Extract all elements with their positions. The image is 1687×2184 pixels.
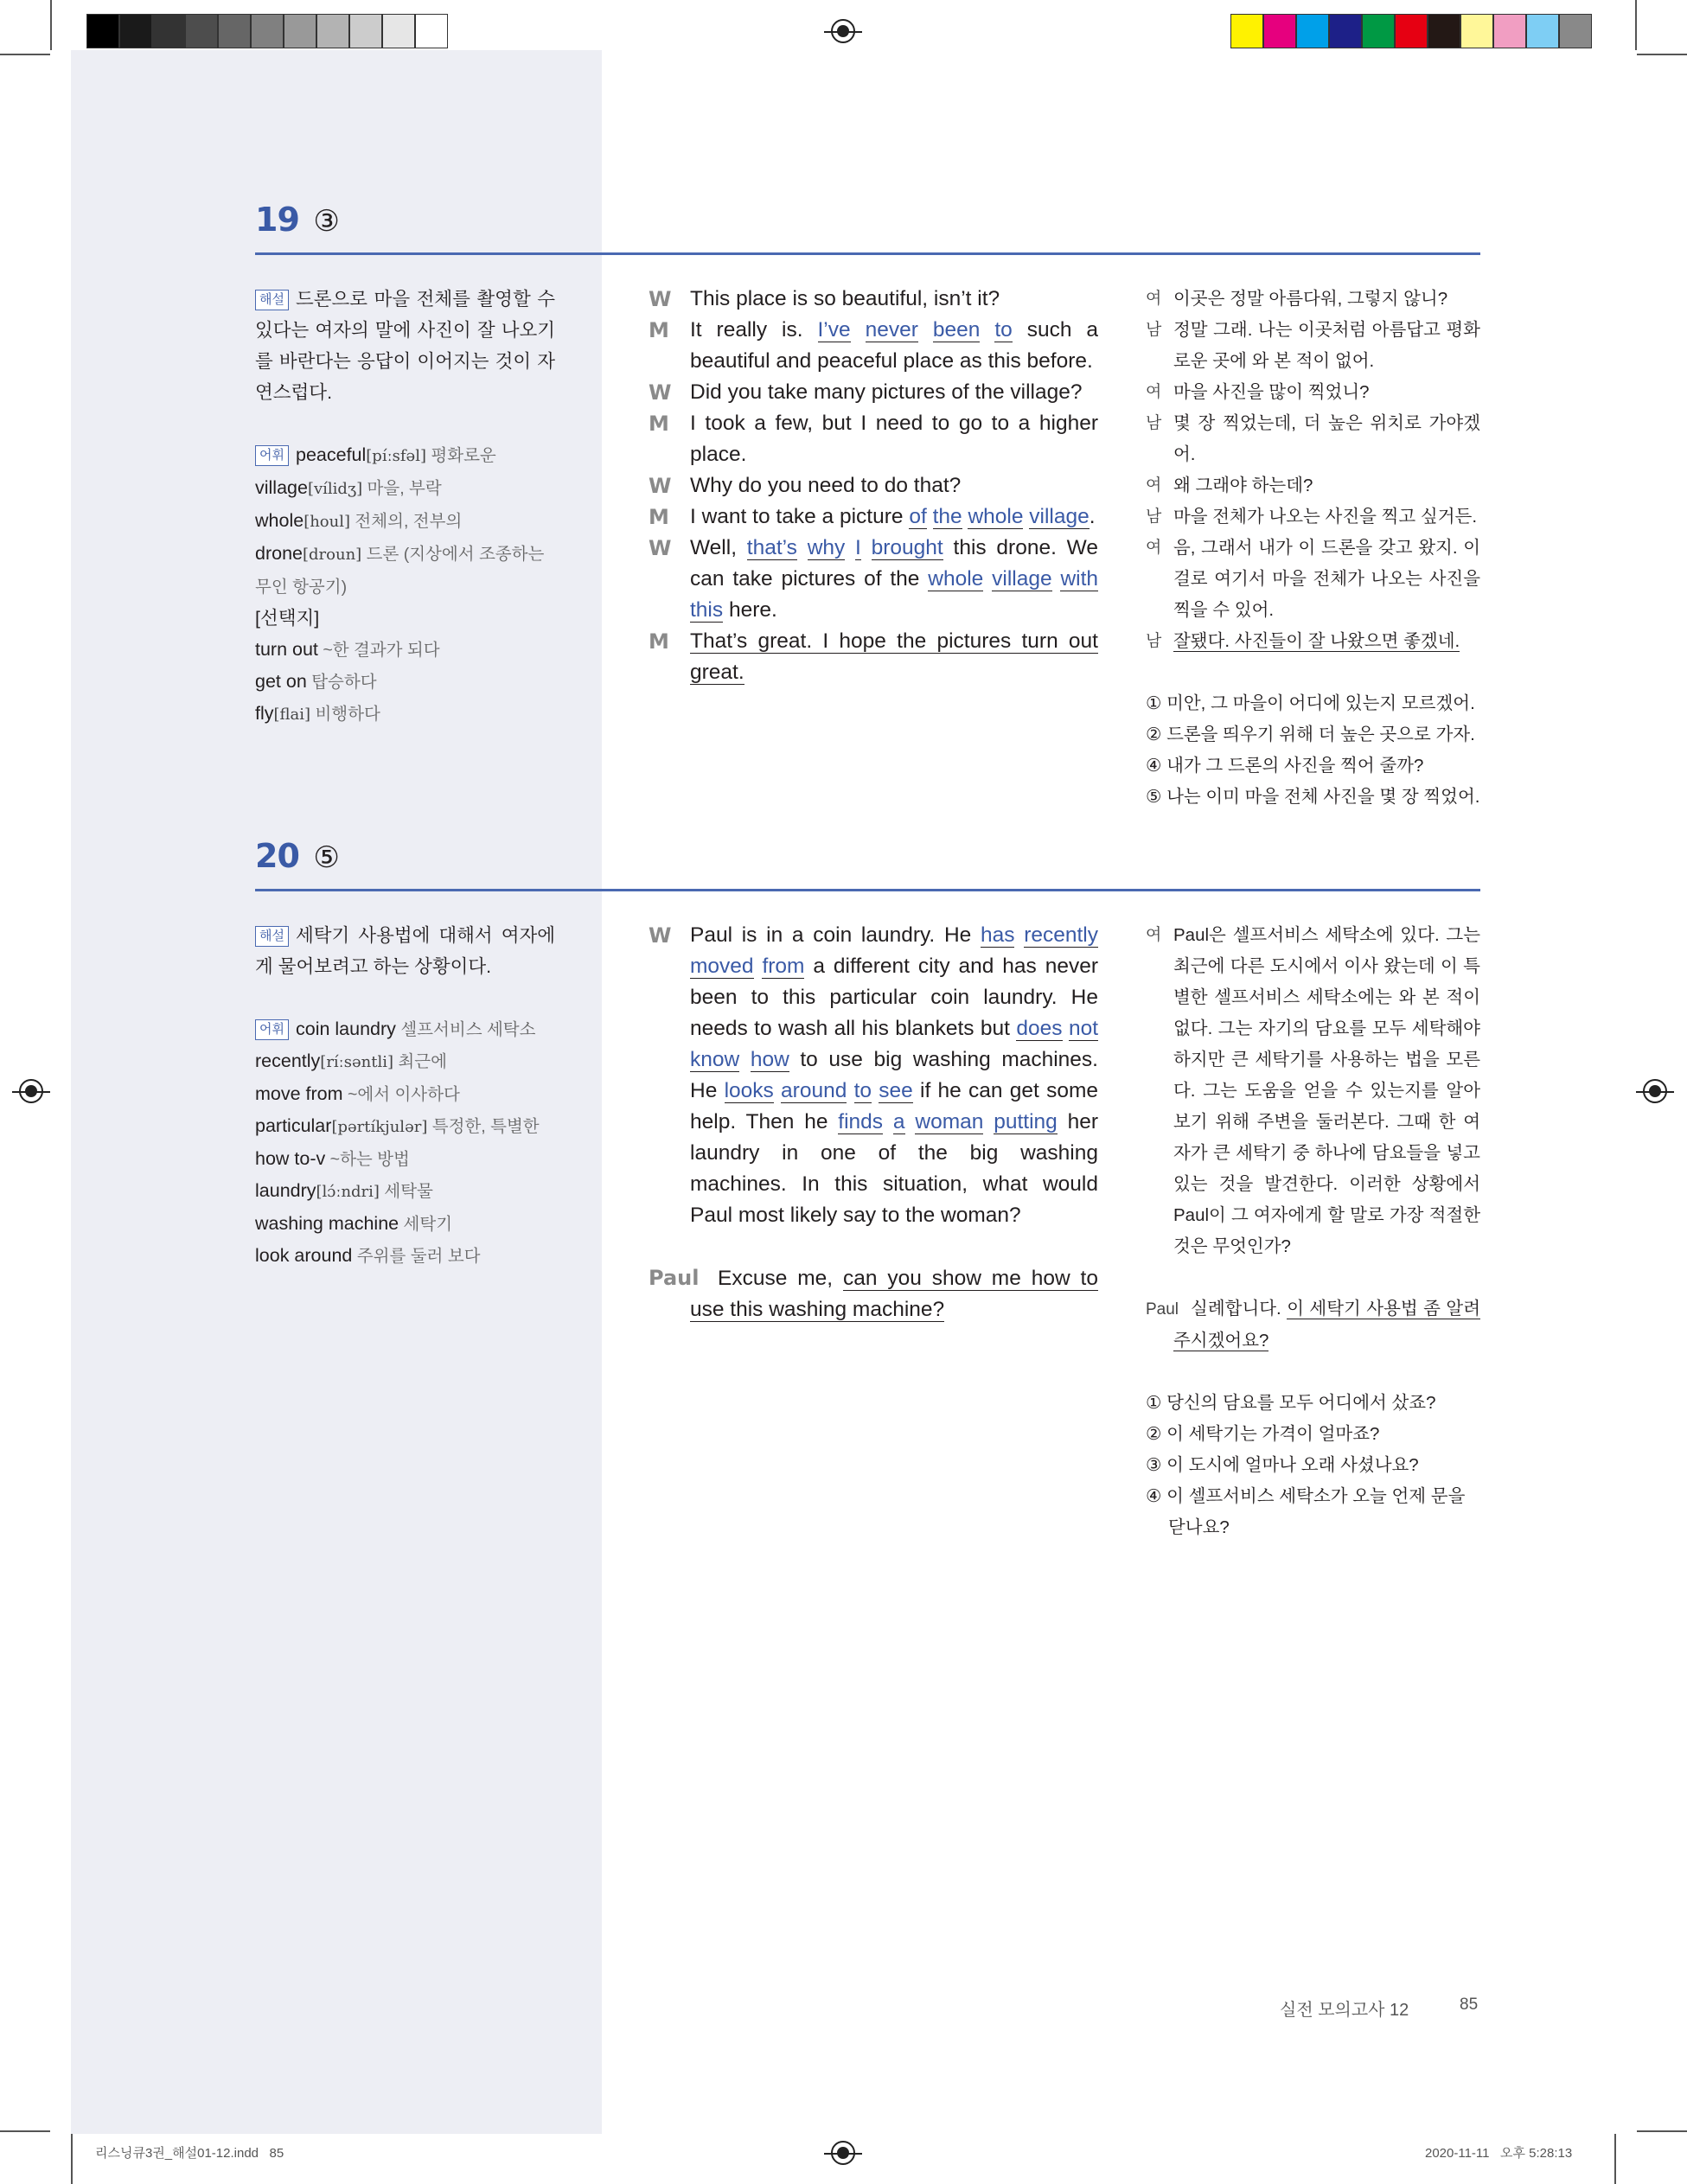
dialogue-text [983, 1110, 994, 1134]
color-swatch [415, 14, 448, 48]
vocab-word: coin laundry [295, 1019, 396, 1039]
dialogue-text: 몇 장 찍었는데, 더 높은 위치로 가야겠어. [1173, 413, 1480, 464]
dialogue-text: Excuse me, [718, 1267, 843, 1290]
explanation-tag: 해설 [255, 290, 289, 310]
dialogue-line [649, 470, 1098, 501]
dialogue-text: 정말 그래. 나는 이곳처럼 아름답고 평화로운 곳에 와 본 적이 없어. [1173, 320, 1480, 371]
dialogue-line [649, 315, 1098, 377]
q20-translation [1146, 920, 1480, 1543]
dialogue-text: her laundry in one of the big washing machines. In this situation, what would Paul most likely say to the woman? [690, 1110, 1099, 1227]
q19-translation [1146, 284, 1480, 813]
blank-answer: that’s [746, 536, 797, 559]
vocab-word: fly [255, 703, 274, 724]
file-slug: 리스닝큐3권_해설01-12.indd 85 [95, 2146, 284, 2161]
translation-line [1146, 533, 1480, 626]
answer-underline: That’s great. I hope the pictures turn out great. [690, 629, 1098, 684]
blank-answer: I [855, 536, 861, 559]
crop-mark [1614, 2134, 1616, 2184]
color-swatch [1296, 14, 1329, 48]
speaker-label: 여 [1146, 290, 1162, 308]
vocab-item [255, 538, 555, 603]
color-swatch [349, 14, 382, 48]
speaker-label: 여 [1146, 476, 1162, 495]
blank-answer: a [892, 1110, 905, 1134]
color-swatch [382, 14, 415, 48]
dialogue-text: 마을 전체가 나오는 사진을 찍고 싶거든. [1173, 507, 1478, 527]
dialogue-text [845, 536, 855, 559]
answer-option: ⑤ 나는 이미 마을 전체 사진을 몇 장 찍었어. [1146, 787, 1480, 807]
answer-mark: ⑤ [313, 840, 340, 875]
speaker-label: 남 [1146, 632, 1162, 650]
section-rule [255, 889, 1480, 891]
crop-mark [0, 54, 50, 55]
vocab-pronunciation: [píːsfəl] [366, 447, 426, 465]
speaker-label: 여 [1146, 926, 1162, 944]
vocab-meaning: 마을, 부락 [362, 479, 442, 498]
answer-option: ④ 이 셀프서비스 세탁소가 오늘 언제 문을 닫나요? [1146, 1486, 1466, 1537]
vocab-word: washing machine [255, 1213, 399, 1234]
blank-answer: does [1016, 1017, 1063, 1040]
blank-answer: looks [724, 1079, 774, 1102]
vocab-item [255, 1240, 555, 1272]
blank-answer: how [750, 1048, 789, 1071]
color-swatch [1395, 14, 1428, 48]
question-number: 19 [255, 201, 299, 239]
vocab-pronunciation: [flai] [273, 706, 311, 724]
vocab-meaning: 주위를 둘러 보다 [352, 1247, 481, 1266]
vocab-word: laundry [255, 1180, 316, 1201]
dialogue-text [918, 318, 933, 342]
dialogue-text [927, 505, 933, 528]
blank-answer: woman [915, 1110, 984, 1134]
color-swatch [218, 14, 251, 48]
vocab-word: move from [255, 1083, 343, 1104]
speaker-label: W [649, 287, 672, 311]
dialogue-text: I took a few, but I need to go to a higher place. [690, 412, 1098, 466]
dialogue-text [847, 1079, 853, 1102]
registration-mark-icon [831, 19, 855, 43]
vocab-item [255, 698, 555, 731]
dialogue-text: Well, [690, 536, 747, 559]
dialogue-line [649, 501, 1098, 533]
translation-line [1146, 626, 1480, 657]
translation-line [1146, 501, 1480, 533]
color-swatch [1493, 14, 1526, 48]
dialogue-text: such a beautiful and peaceful place as this before. [690, 318, 1099, 373]
vocab-word: look around [255, 1245, 353, 1266]
translation-line [1146, 377, 1480, 408]
translation-line [1146, 315, 1480, 377]
speaker-label: 남 [1146, 508, 1162, 526]
dialogue-line [649, 284, 1098, 315]
crop-mark [0, 2130, 50, 2132]
blank-answer: village [992, 567, 1052, 591]
vocab-word: particular [255, 1115, 332, 1136]
vocab-item [255, 1078, 555, 1110]
color-swatch [1263, 14, 1296, 48]
crop-mark [50, 0, 52, 50]
vocab-item [255, 472, 555, 505]
explanation [255, 284, 555, 408]
speaker-label: W [649, 536, 672, 560]
dialogue-text: . [1089, 505, 1096, 528]
dialogue-text [883, 1110, 893, 1134]
dialogue-text: if he can get some help. Then he [690, 1079, 1098, 1134]
vocab-word: peaceful [295, 444, 367, 465]
section-footer: 실전 모의고사 12 [1280, 2001, 1409, 2020]
blank-answer: of [909, 505, 927, 528]
blank-answer: this [690, 598, 724, 622]
answer-option: ① 당신의 담요를 모두 어디에서 샀죠? [1146, 1393, 1436, 1413]
speaker-label: M [649, 318, 669, 342]
translation-line [1146, 920, 1480, 1262]
registration-mark-icon [831, 2141, 855, 2165]
dialogue-text: This place is so beautiful, isn’t it? [690, 287, 1000, 310]
vocab-word: whole [255, 510, 304, 531]
blank-answer: whole [968, 505, 1024, 528]
vocab-meaning: 전체의, 전부의 [350, 512, 463, 531]
dialogue-text: I want to take a picture [690, 505, 910, 528]
translation-line [1146, 470, 1480, 501]
dialogue-text [797, 536, 808, 559]
speaker-label: Paul [1146, 1300, 1179, 1319]
color-swatch [1329, 14, 1362, 48]
dialogue-text [1063, 1017, 1069, 1040]
vocab-meaning: 특정한, 특별한 [427, 1117, 540, 1136]
speaker-label: 남 [1146, 321, 1162, 339]
dialogue-line [649, 408, 1098, 470]
vocab-item [255, 439, 555, 472]
vocab-list [255, 1013, 555, 1272]
translation-line [1146, 284, 1480, 315]
color-swatch [152, 14, 185, 48]
speaker-label: W [649, 380, 672, 405]
answer-option: ② 드론을 띄우기 위해 더 높은 곳으로 가자. [1146, 725, 1475, 744]
dialogue-text [980, 318, 994, 342]
answer-underline: 잘됐다. 사진들이 잘 나왔으면 좋겠네. [1173, 631, 1460, 651]
vocab-meaning: ~하는 방법 [325, 1150, 410, 1169]
speaker-label: 여 [1146, 383, 1162, 401]
explanation [255, 920, 555, 982]
vocab-pronunciation: [vílidʒ] [307, 480, 363, 498]
vocab-meaning: ~한 결과가 되다 [317, 641, 440, 660]
q19-dialogue [649, 284, 1098, 688]
crop-mark [1635, 0, 1637, 50]
blank-answer: to [853, 1079, 872, 1102]
vocab-item [255, 1013, 555, 1045]
blank-answer: recently [1024, 923, 1098, 947]
dialogue-line [649, 377, 1098, 408]
color-swatch [1428, 14, 1460, 48]
crop-mark [71, 2134, 73, 2184]
timestamp-slug: 2020-11-11 오후 5:28:13 [1425, 2146, 1573, 2161]
vocab-meaning: 탑승하다 [306, 673, 377, 692]
vocab-meaning: ~에서 이사하다 [342, 1085, 460, 1104]
answer-underline: can you show me how to use this washing machine? [690, 1267, 1098, 1321]
crop-mark [1637, 54, 1687, 55]
crop-mark [1637, 2130, 1687, 2132]
dialogue-text: Paul은 셀프서비스 세탁소에 있다. 그는 최근에 다른 도시에서 이사 왔는데 이 특별한 셀프서비스 세탁소에는 와 본 적이 없다. 그는 자기의 담요를 모두 세탁해야 하지만 큰 세탁기를 사용하는 법을 모른다. 그는 도움을 얻을 수 있는지를 알아보기 위해 주변을 둘러본다. 그때 한 여자가 큰 세탁기 중 하나에 담요들을 넣고 있는 것을 발견한다. 이러한 상황에서 Paul이 그 여자에게 할 말로 가장 적절한 것은 무엇인가? [1173, 925, 1480, 1256]
dialogue-line [649, 626, 1098, 688]
vocab-pronunciation: [houl] [304, 513, 351, 531]
dialogue-text: Why do you need to do that? [690, 474, 962, 497]
blank-answer: been [932, 318, 981, 342]
vocab-word: village [255, 477, 308, 498]
vocab-word: recently [255, 1050, 321, 1071]
color-swatch [1362, 14, 1395, 48]
dialogue-text [754, 955, 763, 978]
blank-answer: brought [871, 536, 943, 559]
speaker-label: W [649, 474, 672, 498]
explanation-text: 드론으로 마을 전체를 촬영할 수 있다는 여자의 말에 사진이 잘 나오기를 바란다는 응답이 이어지는 것이 자연스럽다. [255, 289, 555, 403]
dialogue-line [649, 920, 1098, 1231]
vocab-item [255, 1175, 555, 1208]
vocab-meaning: 드론 (지상에서 조종하는 무인 항공기) [255, 545, 545, 597]
blank-answer: I’ve [817, 318, 851, 342]
blank-answer: finds [838, 1110, 884, 1134]
vocab-item [255, 634, 555, 666]
dialogue-text [905, 1110, 916, 1134]
color-swatch [1460, 14, 1493, 48]
answer-option: ④ 내가 그 드론의 사진을 찍어 줄까? [1146, 756, 1424, 776]
vocab-meaning: 평화로운 [425, 446, 496, 465]
q20-sidebar [255, 920, 555, 1272]
blank-answer: not [1068, 1017, 1099, 1040]
color-swatch [1526, 14, 1559, 48]
blank-answer: see [879, 1079, 913, 1102]
blank-answer: from [762, 955, 805, 978]
choices-vocab-list [255, 634, 555, 731]
dialogue-text: 이곳은 정말 아름다워, 그렇지 않니? [1173, 289, 1448, 309]
vocab-meaning: 세탁기 [399, 1215, 453, 1234]
question-19-header [255, 201, 340, 239]
q20-options [1146, 1388, 1480, 1543]
vocab-meaning: 최근에 [393, 1052, 447, 1071]
answer-mark: ③ [313, 204, 340, 239]
blank-answer: whole [928, 567, 984, 591]
color-swatch [1559, 14, 1592, 48]
question-20-header [255, 837, 340, 875]
color-swatch [1230, 14, 1263, 48]
vocab-item [255, 1143, 555, 1175]
translation-line [1146, 408, 1480, 470]
vocab-tag: 어휘 [255, 1019, 289, 1040]
dialogue-text: Paul is in a coin laundry. He [690, 923, 981, 947]
blank-answer: never [865, 318, 918, 342]
dialogue-text: here. [723, 598, 777, 622]
speaker-label: M [649, 412, 669, 436]
dialogue-text: 왜 그래야 하는데? [1173, 476, 1313, 495]
explanation-tag: 해설 [255, 926, 289, 947]
section-rule [255, 252, 1480, 255]
vocab-word: drone [255, 543, 303, 564]
blank-answer: has [980, 923, 1015, 947]
dialogue-text [851, 318, 866, 342]
color-swatch [251, 14, 284, 48]
vocab-meaning: 셀프서비스 세탁소 [395, 1020, 536, 1039]
dialogue-line [649, 1262, 1098, 1325]
speaker-label: M [649, 629, 669, 654]
choices-label: [선택지] [255, 608, 320, 629]
vocab-meaning: 비행하다 [310, 705, 380, 724]
vocab-item [255, 666, 555, 698]
dialogue-text [1014, 923, 1024, 947]
dialogue-text [983, 567, 992, 591]
vocab-list [255, 439, 555, 603]
vocab-item [255, 1110, 555, 1143]
answer-option: ② 이 세탁기는 가격이 얼마죠? [1146, 1424, 1380, 1444]
dialogue-text: It really is. [690, 318, 818, 342]
q19-sidebar [255, 284, 555, 731]
vocab-item [255, 505, 555, 538]
vocab-tag: 어휘 [255, 445, 289, 466]
speaker-label: 남 [1146, 414, 1162, 432]
registration-mark-icon [1643, 1079, 1667, 1103]
speaker-label: Paul [649, 1266, 700, 1290]
blank-answer: the [932, 505, 962, 528]
vocab-item [255, 1045, 555, 1078]
blank-answer: with [1060, 567, 1099, 591]
blank-answer: village [1029, 505, 1090, 528]
blank-answer: around [781, 1079, 847, 1102]
answer-option: ③ 이 도시에 얼마나 오래 사셨나요? [1146, 1455, 1419, 1475]
dialogue-text: Did you take many pictures of the village? [690, 380, 1083, 404]
translation-line [1146, 1293, 1480, 1357]
vocab-pronunciation: [pərtíkjulər] [331, 1118, 428, 1136]
q20-dialogue [649, 920, 1098, 1325]
blank-answer: putting [994, 1110, 1058, 1134]
dialogue-text [861, 536, 872, 559]
page-number: 85 [1460, 1996, 1479, 2014]
dialogue-text: a different city and has never been to this particular coin laundry. He needs to wash all his blankets but [690, 955, 1098, 1040]
vocab-item [255, 1208, 555, 1240]
dialogue-text [1052, 567, 1061, 591]
dialogue-text: 음, 그래서 내가 이 드론을 갖고 왔지. 이걸로 여기서 마을 전체가 나오는 사진을 찍을 수 있어. [1173, 538, 1480, 620]
color-swatch [185, 14, 218, 48]
dialogue-text [774, 1079, 781, 1102]
color-swatch [284, 14, 316, 48]
dialogue-text: 실례합니다. [1191, 1299, 1288, 1319]
vocab-pronunciation: [droun] [303, 546, 362, 564]
answer-underline: 이 세탁기 사용법 좀 알려 주시겠어요? [1173, 1299, 1480, 1351]
color-swatch [86, 14, 119, 48]
vocab-pronunciation: [lɔ́ːndri] [316, 1183, 380, 1201]
vocab-meaning: 세탁물 [379, 1182, 433, 1201]
speaker-label: W [649, 923, 672, 948]
dialogue-text: 마을 사진을 많이 찍었니? [1173, 382, 1370, 402]
blank-answer: to [994, 318, 1013, 342]
registration-mark-icon [19, 1079, 43, 1103]
color-swatch [316, 14, 349, 48]
dialogue-text: this drone. We can take pictures of the [690, 536, 1098, 591]
question-number: 20 [255, 837, 299, 875]
color-swatch [119, 14, 152, 48]
speaker-label: M [649, 505, 669, 529]
dialogue-line [649, 533, 1098, 626]
dialogue-text: to use big washing machines. He [690, 1048, 1098, 1102]
vocab-word: how to-v [255, 1148, 326, 1169]
q19-options [1146, 688, 1480, 813]
speaker-label: 여 [1146, 539, 1162, 557]
vocab-pronunciation: [ríːsəntli] [320, 1053, 393, 1071]
explanation-text: 세탁기 사용법에 대해서 여자에게 물어보려고 하는 상황이다. [255, 925, 555, 977]
vocab-word: turn out [255, 639, 318, 660]
dialogue-text [739, 1048, 751, 1071]
blank-answer: moved [690, 955, 754, 978]
answer-option: ① 미안, 그 마을이 어디에 있는지 모르겠어. [1146, 693, 1475, 713]
blank-answer: why [807, 536, 846, 559]
vocab-word: get on [255, 671, 307, 692]
blank-answer: know [690, 1048, 740, 1071]
